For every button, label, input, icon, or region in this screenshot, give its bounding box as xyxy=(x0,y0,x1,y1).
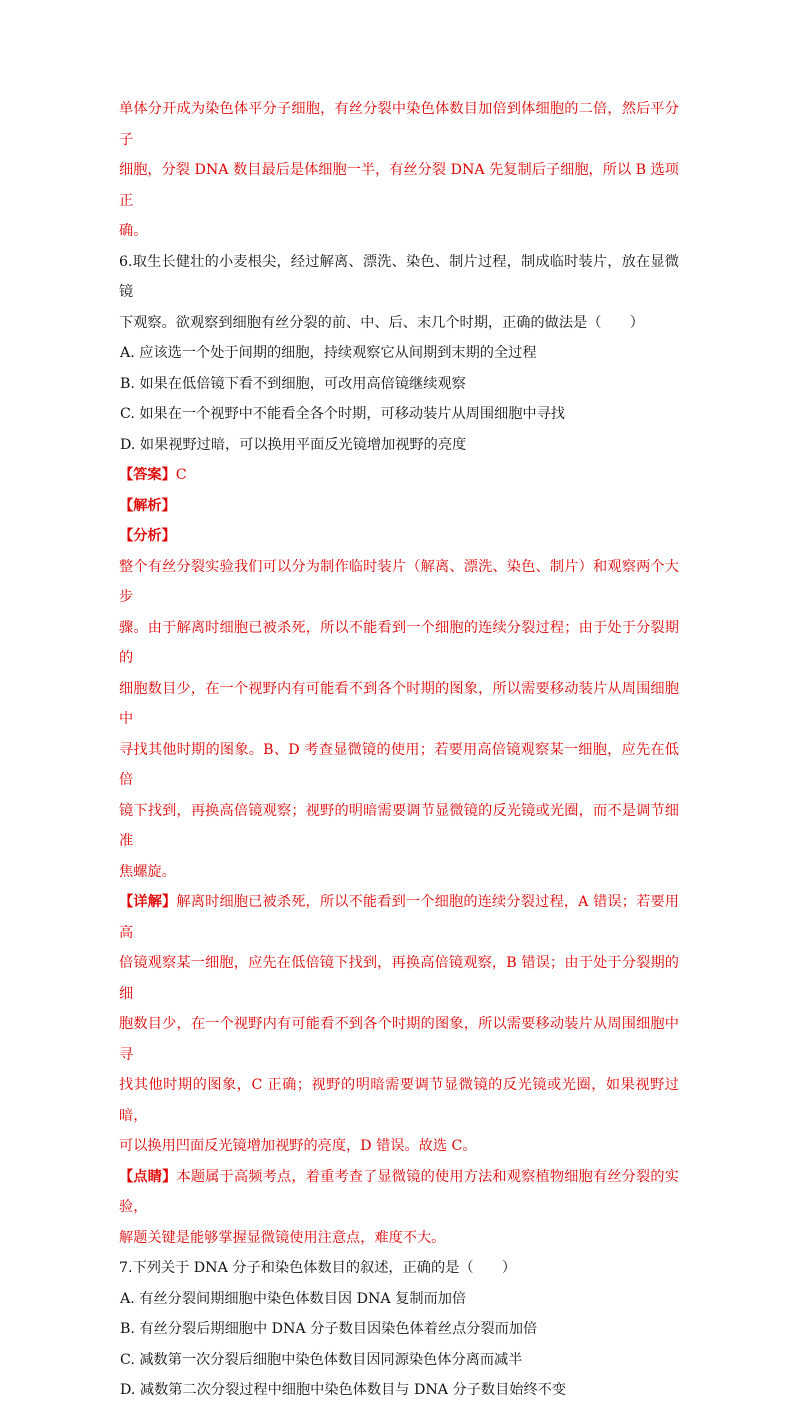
explanation-line: 确。 xyxy=(119,223,148,239)
answer-tag: 【答案】 xyxy=(119,467,176,483)
question-7-option-c: C. 减数第一次分裂后细胞中染色体数目因同源染色体分离而减半 xyxy=(120,1351,523,1368)
detail-text: 解离时细胞已被杀死，所以不能看到一个细胞的连续分裂过程，A 错误；若要用高 xyxy=(119,894,679,941)
question-7-option-a: A. 有丝分裂间期细胞中染色体数目因 DNA 复制而加倍 xyxy=(120,1290,467,1307)
question-6-option-c: C. 如果在一个视野中不能看全各个时期，可移动装片从周围细胞中寻找 xyxy=(120,406,565,422)
analysis-tag: 【解析】 xyxy=(119,497,176,514)
answer-line xyxy=(119,460,679,491)
question-7-option-d: D. 减数第二次分裂过程中细胞中染色体数目与 DNA 分子数目始终不变 xyxy=(120,1382,567,1398)
detail-text-line: 找其他时期的图象，C 正确；视野的明暗需要调节显微镜的反光镜或光圈，如果视野过暗， xyxy=(119,1077,679,1124)
fenxi-text-line: 焦螺旋。 xyxy=(119,863,176,880)
question-6-stem-line: 下观察。欲观察到细胞有丝分裂的前、中、后、末几个时期，正确的做法是（ ） xyxy=(119,314,644,331)
detail-text-line: 胞数目少，在一个视野内有可能看不到各个时期的图象，所以需要移动装片从周围细胞中寻 xyxy=(119,1016,679,1063)
fenxi-text-line: 细胞数目少，在一个视野内有可能看不到各个时期的图象，所以需要移动装片从周围细胞中 xyxy=(119,680,679,727)
fenxi-text-line: 整个有丝分裂实验我们可以分为制作临时装片（解离、漂洗、染色、制片）和观察两个大步 xyxy=(119,558,679,605)
fenxi-text-line: 寻找其他时期的图象。B、D 考查显微镜的使用；若要用高倍镜观察某一细胞，应先在低倍 xyxy=(119,741,679,788)
detail-tag: 【详解】 xyxy=(119,894,177,910)
fenxi-text-line: 骤。由于解离时细胞已被杀死，所以不能看到一个细胞的连续分裂过程；由于处于分裂期的 xyxy=(119,619,679,666)
comment-text: 本题属于高频考点，着重考查了显微镜的使用方法和观察植物细胞有丝分裂的实验， xyxy=(119,1168,679,1215)
detail-line xyxy=(119,887,679,948)
fenxi-text-line: 镜下找到，再换高倍镜观察；视野的明暗需要调节显微镜的反光镜或光圈，而不是调节细准 xyxy=(119,802,679,849)
comment-text-line: 解题关键是能够掌握显微镜使用注意点，难度不大。 xyxy=(119,1229,446,1246)
question-6-option-b: B. 如果在低倍镜下看不到细胞，可改用高倍镜继续观察 xyxy=(120,375,466,392)
comment-tag: 【点睛】 xyxy=(119,1168,177,1185)
explanation-line: 细胞，分裂 DNA 数目最后是体细胞一半，有丝分裂 DNA 先复制后子细胞，所以 B 选项正 xyxy=(119,162,679,209)
answer-value: C xyxy=(175,467,187,483)
detail-text-line: 倍镜观察某一细胞，应先在低倍镜下找到，再换高倍镜观察，B 错误；由于处于分裂期的细 xyxy=(119,955,679,1002)
question-7-option-b: B. 有丝分裂后期细胞中 DNA 分子数目因染色体着丝点分裂而加倍 xyxy=(120,1321,538,1337)
question-6-option-a: A. 应该选一个处于间期的细胞，持续观察它从间期到末期的全过程 xyxy=(120,345,537,361)
fenxi-line xyxy=(119,521,679,552)
detail-text-line: 可以换用凹面反光镜增加视野的亮度，D 错误。故选 C。 xyxy=(119,1138,477,1154)
explanation-line: 单体分开成为染色体平分子细胞，有丝分裂中染色体数目加倍到体细胞的二倍，然后平分子 xyxy=(119,101,679,148)
analysis-line xyxy=(119,491,679,522)
question-6-option-d: D. 如果视野过暗，可以换用平面反光镜增加视野的亮度 xyxy=(120,436,467,453)
document-content xyxy=(119,94,679,1406)
comment-line xyxy=(119,1162,679,1223)
question-6-stem-line: 6.取生长健壮的小麦根尖，经过解离、漂洗、染色、制片过程，制成临时装片，放在显微镜 xyxy=(119,253,679,300)
fenxi-tag: 【分析】 xyxy=(119,528,176,544)
question-7-stem: 7.下列关于 DNA 分子和染色体数目的叙述，正确的是（ ） xyxy=(119,1260,517,1276)
